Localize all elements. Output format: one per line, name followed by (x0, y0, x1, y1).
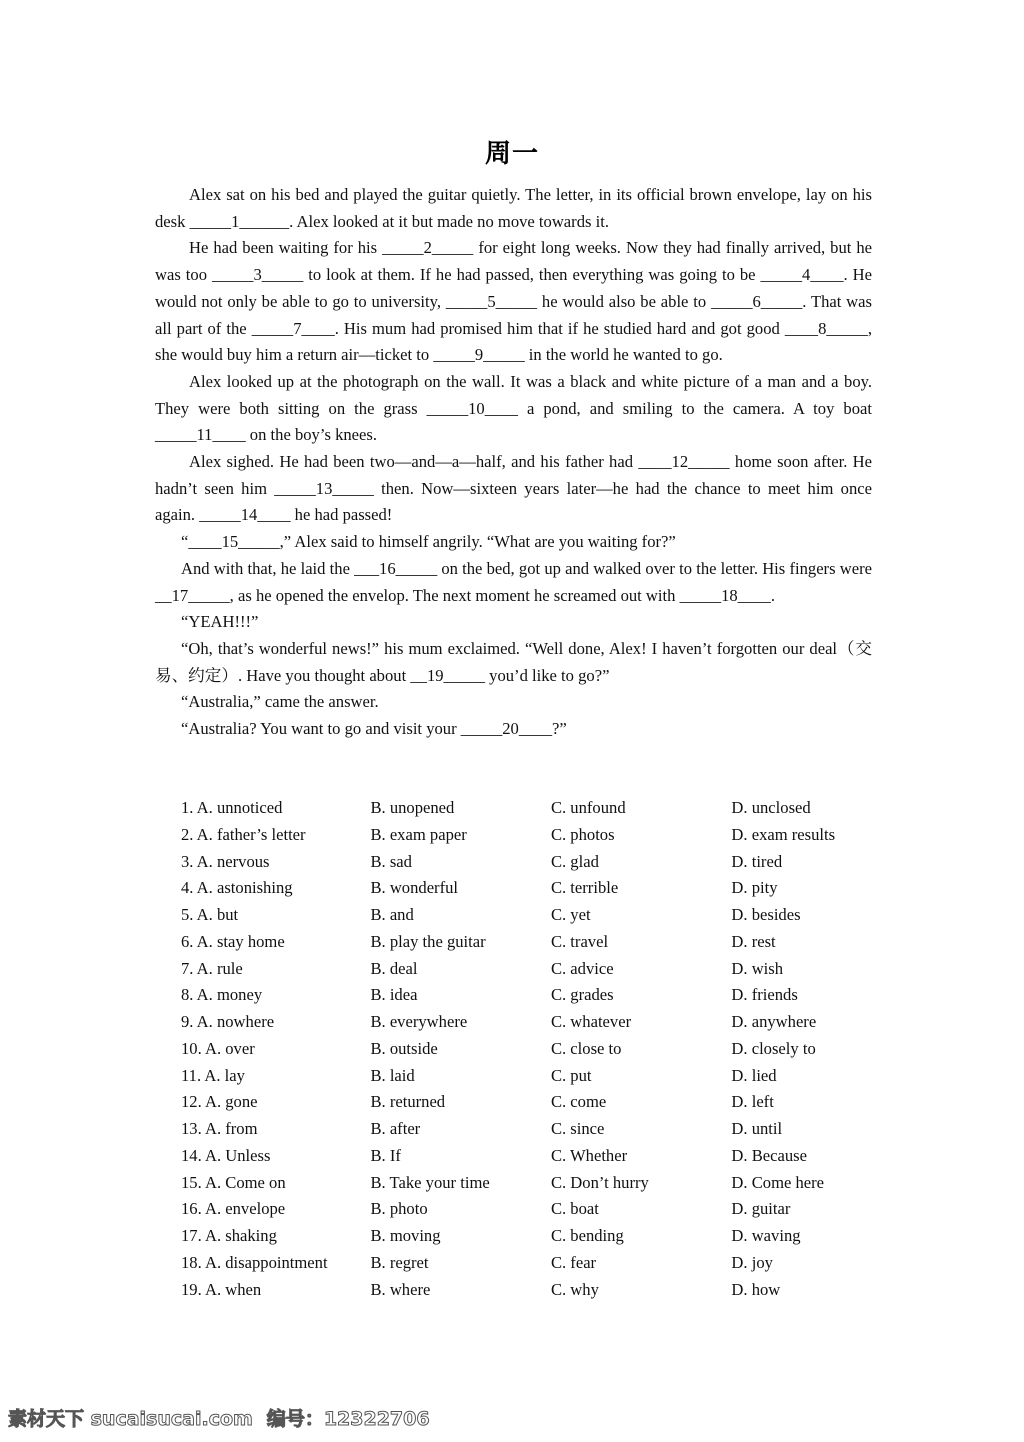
question-row (181, 795, 881, 822)
question-row (181, 1036, 881, 1063)
passage-text: for eight long weeks. Now they had finally arrived, but he was too (155, 238, 873, 285)
option-c: C. close to (550, 1038, 622, 1058)
answer-blank: _____7____ (251, 318, 335, 338)
passage-text: Alex sat on his bed and played the guitar quietly. The letter, in its official brown envelope, lay on his desk (155, 185, 872, 231)
option-a: 17. A. shaking (181, 1226, 277, 1245)
passage-text: “YEAH!!!” (181, 612, 259, 632)
question-row (181, 1116, 881, 1143)
passage-paragraph (155, 235, 872, 369)
option-b: B. If (370, 1145, 401, 1165)
passage (155, 182, 872, 743)
question-row (181, 982, 881, 1009)
option-d: D. wish (731, 958, 784, 978)
passage-text: on the boy’s knees. (245, 425, 378, 445)
answer-blank: _____10____ (426, 398, 518, 418)
option-b: B. returned (370, 1092, 446, 1112)
question-row (181, 1223, 881, 1250)
option-c: C. yet (550, 905, 591, 924)
answer-blank: _____9_____ (433, 345, 525, 365)
question-options (181, 795, 881, 1303)
option-a: 5. A. but (181, 905, 239, 924)
passage-text: he had passed! (290, 505, 393, 525)
option-c: C. photos (550, 824, 615, 844)
option-b: B. wonderful (370, 878, 459, 898)
option-d: D. guitar (731, 1199, 791, 1219)
passage-paragraph (155, 182, 872, 235)
option-b: B. where (370, 1279, 431, 1299)
passage-text: . (770, 585, 775, 605)
option-d: D. left (731, 1092, 774, 1112)
option-d: D. until (731, 1119, 783, 1138)
option-d: D. tired (731, 851, 783, 871)
option-c: C. why (550, 1279, 599, 1299)
passage-text: ?” (552, 719, 567, 739)
answer-blank: _____5_____ (445, 291, 538, 311)
question-row (181, 902, 881, 929)
answer-blank: ____8_____ (784, 318, 868, 338)
passage-text: you’d like to go?” (485, 665, 610, 685)
passage-text: . He would not only be able to go to university, (155, 265, 872, 311)
option-a: 18. A. disappointment (181, 1252, 328, 1272)
question-row (181, 1196, 881, 1223)
passage-text: “ (181, 532, 189, 552)
question-row (181, 1063, 881, 1090)
option-c: C. bending (550, 1226, 624, 1245)
watermark-id: 编号：12322706 (266, 1408, 430, 1430)
passage-text: And with that, he laid the (181, 558, 355, 578)
option-a: 4. A. astonishing (181, 878, 293, 898)
passage-text: . His mum had promised him that if he studied hard and got good (334, 318, 785, 338)
option-a: 15. A. Come on (181, 1172, 286, 1192)
option-b: B. regret (370, 1252, 429, 1272)
passage-text: He had been waiting for his (189, 238, 383, 258)
passage-text: Alex looked up at the photograph on the wall. It was a black and white picture of a man and a boy. They were both sitting on the grass (155, 371, 872, 418)
option-c: C. glad (550, 851, 599, 871)
question-row (181, 1277, 881, 1304)
option-a: 11. A. lay (181, 1065, 245, 1085)
option-c: C. since (550, 1119, 605, 1138)
question-row (181, 956, 881, 983)
option-b: B. laid (370, 1065, 415, 1085)
option-a: 19. A. when (181, 1279, 262, 1299)
answer-blank: __17_____ (155, 585, 230, 605)
answer-blank: _____3_____ (211, 265, 304, 285)
option-d: D. Come here (731, 1172, 825, 1192)
option-c: C. unfound (550, 798, 626, 817)
passage-text: he would also be able to (537, 291, 711, 311)
passage-text: . That was all part of the (155, 291, 872, 338)
passage-paragraph (155, 689, 872, 716)
passage-text: to look at them. If he had passed, then everything was going to be (303, 265, 761, 285)
answer-blank: ____15_____ (188, 532, 280, 552)
passage-text: “Australia,” came the answer. (181, 692, 379, 712)
option-a: 2. A. father’s letter (181, 824, 306, 844)
question-row (181, 1143, 881, 1170)
option-c: C. Don’t hurry (550, 1172, 649, 1192)
passage-text: Alex sighed. He had been two—and—a—half, and his father had (189, 452, 639, 472)
option-d: D. exam results (731, 824, 836, 844)
answer-blank: _____1______ (189, 211, 290, 231)
option-d: D. joy (731, 1252, 773, 1272)
question-row (181, 1170, 881, 1197)
option-c: C. Whether (550, 1145, 628, 1165)
option-c: C. travel (550, 931, 609, 951)
option-c: C. terrible (550, 878, 619, 898)
answer-blank: _____11____ (155, 425, 246, 445)
option-b: B. play the guitar (370, 931, 486, 951)
question-row (181, 929, 881, 956)
option-a: 8. A. money (181, 985, 263, 1005)
option-a: 10. A. over (181, 1038, 255, 1058)
passage-text: then. Now—sixteen years later—he had the chance to meet him once again. (155, 478, 872, 525)
answer-blank: _____14____ (199, 505, 291, 525)
passage-paragraph (155, 636, 872, 689)
option-d: D. unclosed (731, 798, 811, 817)
option-a: 6. A. stay home (181, 931, 285, 951)
passage-text: , she would buy him a return air—ticket to (155, 318, 872, 365)
answer-blank: ___16_____ (354, 558, 438, 578)
answer-blank: _____13_____ (274, 478, 374, 498)
question-row (181, 1009, 881, 1036)
watermark-site: 素材天下 sucaisucai.com (8, 1408, 253, 1430)
answer-blank: ____12_____ (638, 452, 730, 472)
question-row (181, 1250, 881, 1277)
answer-blank: _____4____ (760, 265, 844, 285)
option-d: D. rest (731, 931, 776, 951)
question-row (181, 1089, 881, 1116)
option-c: C. advice (550, 958, 614, 978)
option-d: D. lied (731, 1065, 777, 1085)
option-d: D. closely to (731, 1038, 816, 1058)
option-a: 7. A. rule (181, 958, 243, 978)
passage-text: in the world he wanted to go. (524, 345, 723, 365)
passage-paragraph (155, 449, 872, 529)
option-d: D. waving (731, 1226, 801, 1245)
option-a: 14. A. Unless (181, 1145, 271, 1165)
option-b: B. exam paper (370, 824, 467, 844)
option-b: B. everywhere (370, 1012, 468, 1031)
option-b: B. and (370, 905, 414, 924)
option-b: B. outside (370, 1038, 438, 1058)
passage-text: “Australia? You want to go and visit your (181, 719, 461, 739)
answer-blank: _____2_____ (382, 238, 474, 258)
passage-text: home soon after. He hadn’t seen him (155, 452, 872, 498)
option-c: C. whatever (550, 1012, 632, 1031)
answer-blank: _____20____ (460, 719, 553, 739)
passage-paragraph (155, 369, 872, 449)
option-b: B. unopened (370, 798, 455, 817)
option-b: B. after (370, 1119, 421, 1138)
option-c: C. put (550, 1065, 592, 1085)
option-d: D. besides (731, 905, 801, 924)
option-a: 16. A. envelope (181, 1199, 286, 1219)
option-b: B. Take your time (370, 1172, 490, 1192)
question-row (181, 875, 881, 902)
option-c: C. grades (550, 985, 614, 1005)
option-a: 1. A. unnoticed (181, 798, 283, 817)
passage-paragraph (155, 556, 872, 609)
option-a: 13. A. from (181, 1119, 258, 1138)
passage-text: “Oh, that’s wonderful news!” his mum exclaimed. “Well done, Alex! I haven’t forgotten our deal（交易、约定）. Have you thought about (155, 638, 872, 685)
passage-text: a pond, and smiling to the camera. A toy boat (517, 398, 872, 418)
passage-text: , as he opened the envelop. The next moment he screamed out with (229, 585, 680, 605)
option-b: B. idea (370, 985, 418, 1005)
passage-paragraph (155, 529, 872, 556)
passage-paragraph (155, 716, 872, 743)
option-b: B. deal (370, 958, 418, 978)
option-d: D. pity (731, 878, 778, 898)
option-b: B. moving (370, 1226, 441, 1245)
option-d: D. anywhere (731, 1012, 817, 1031)
passage-text: . Alex looked at it but made no move towards it. (289, 211, 609, 231)
option-a: 12. A. gone (181, 1092, 258, 1112)
option-c: C. boat (550, 1199, 599, 1219)
option-d: D. Because (731, 1145, 807, 1165)
answer-blank: _____6_____ (711, 291, 803, 311)
question-row (181, 849, 881, 876)
option-a: 3. A. nervous (181, 851, 270, 871)
option-d: D. how (731, 1279, 781, 1299)
option-d: D. friends (731, 985, 798, 1005)
answer-blank: __19_____ (410, 665, 486, 685)
option-a: 9. A. nowhere (181, 1012, 275, 1031)
passage-text: ,” Alex said to himself angrily. “What are you waiting for?” (279, 532, 676, 552)
watermark (8, 1404, 444, 1431)
option-b: B. sad (370, 851, 412, 871)
option-c: C. fear (550, 1252, 597, 1272)
question-row (181, 822, 881, 849)
option-b: B. photo (370, 1199, 428, 1219)
page-title: 周一 (484, 139, 539, 169)
passage-paragraph (155, 609, 872, 636)
answer-blank: _____18____ (679, 585, 771, 605)
option-c: C. come (550, 1092, 607, 1112)
passage-text: on the bed, got up and walked over to the letter. His fingers were (437, 558, 872, 578)
